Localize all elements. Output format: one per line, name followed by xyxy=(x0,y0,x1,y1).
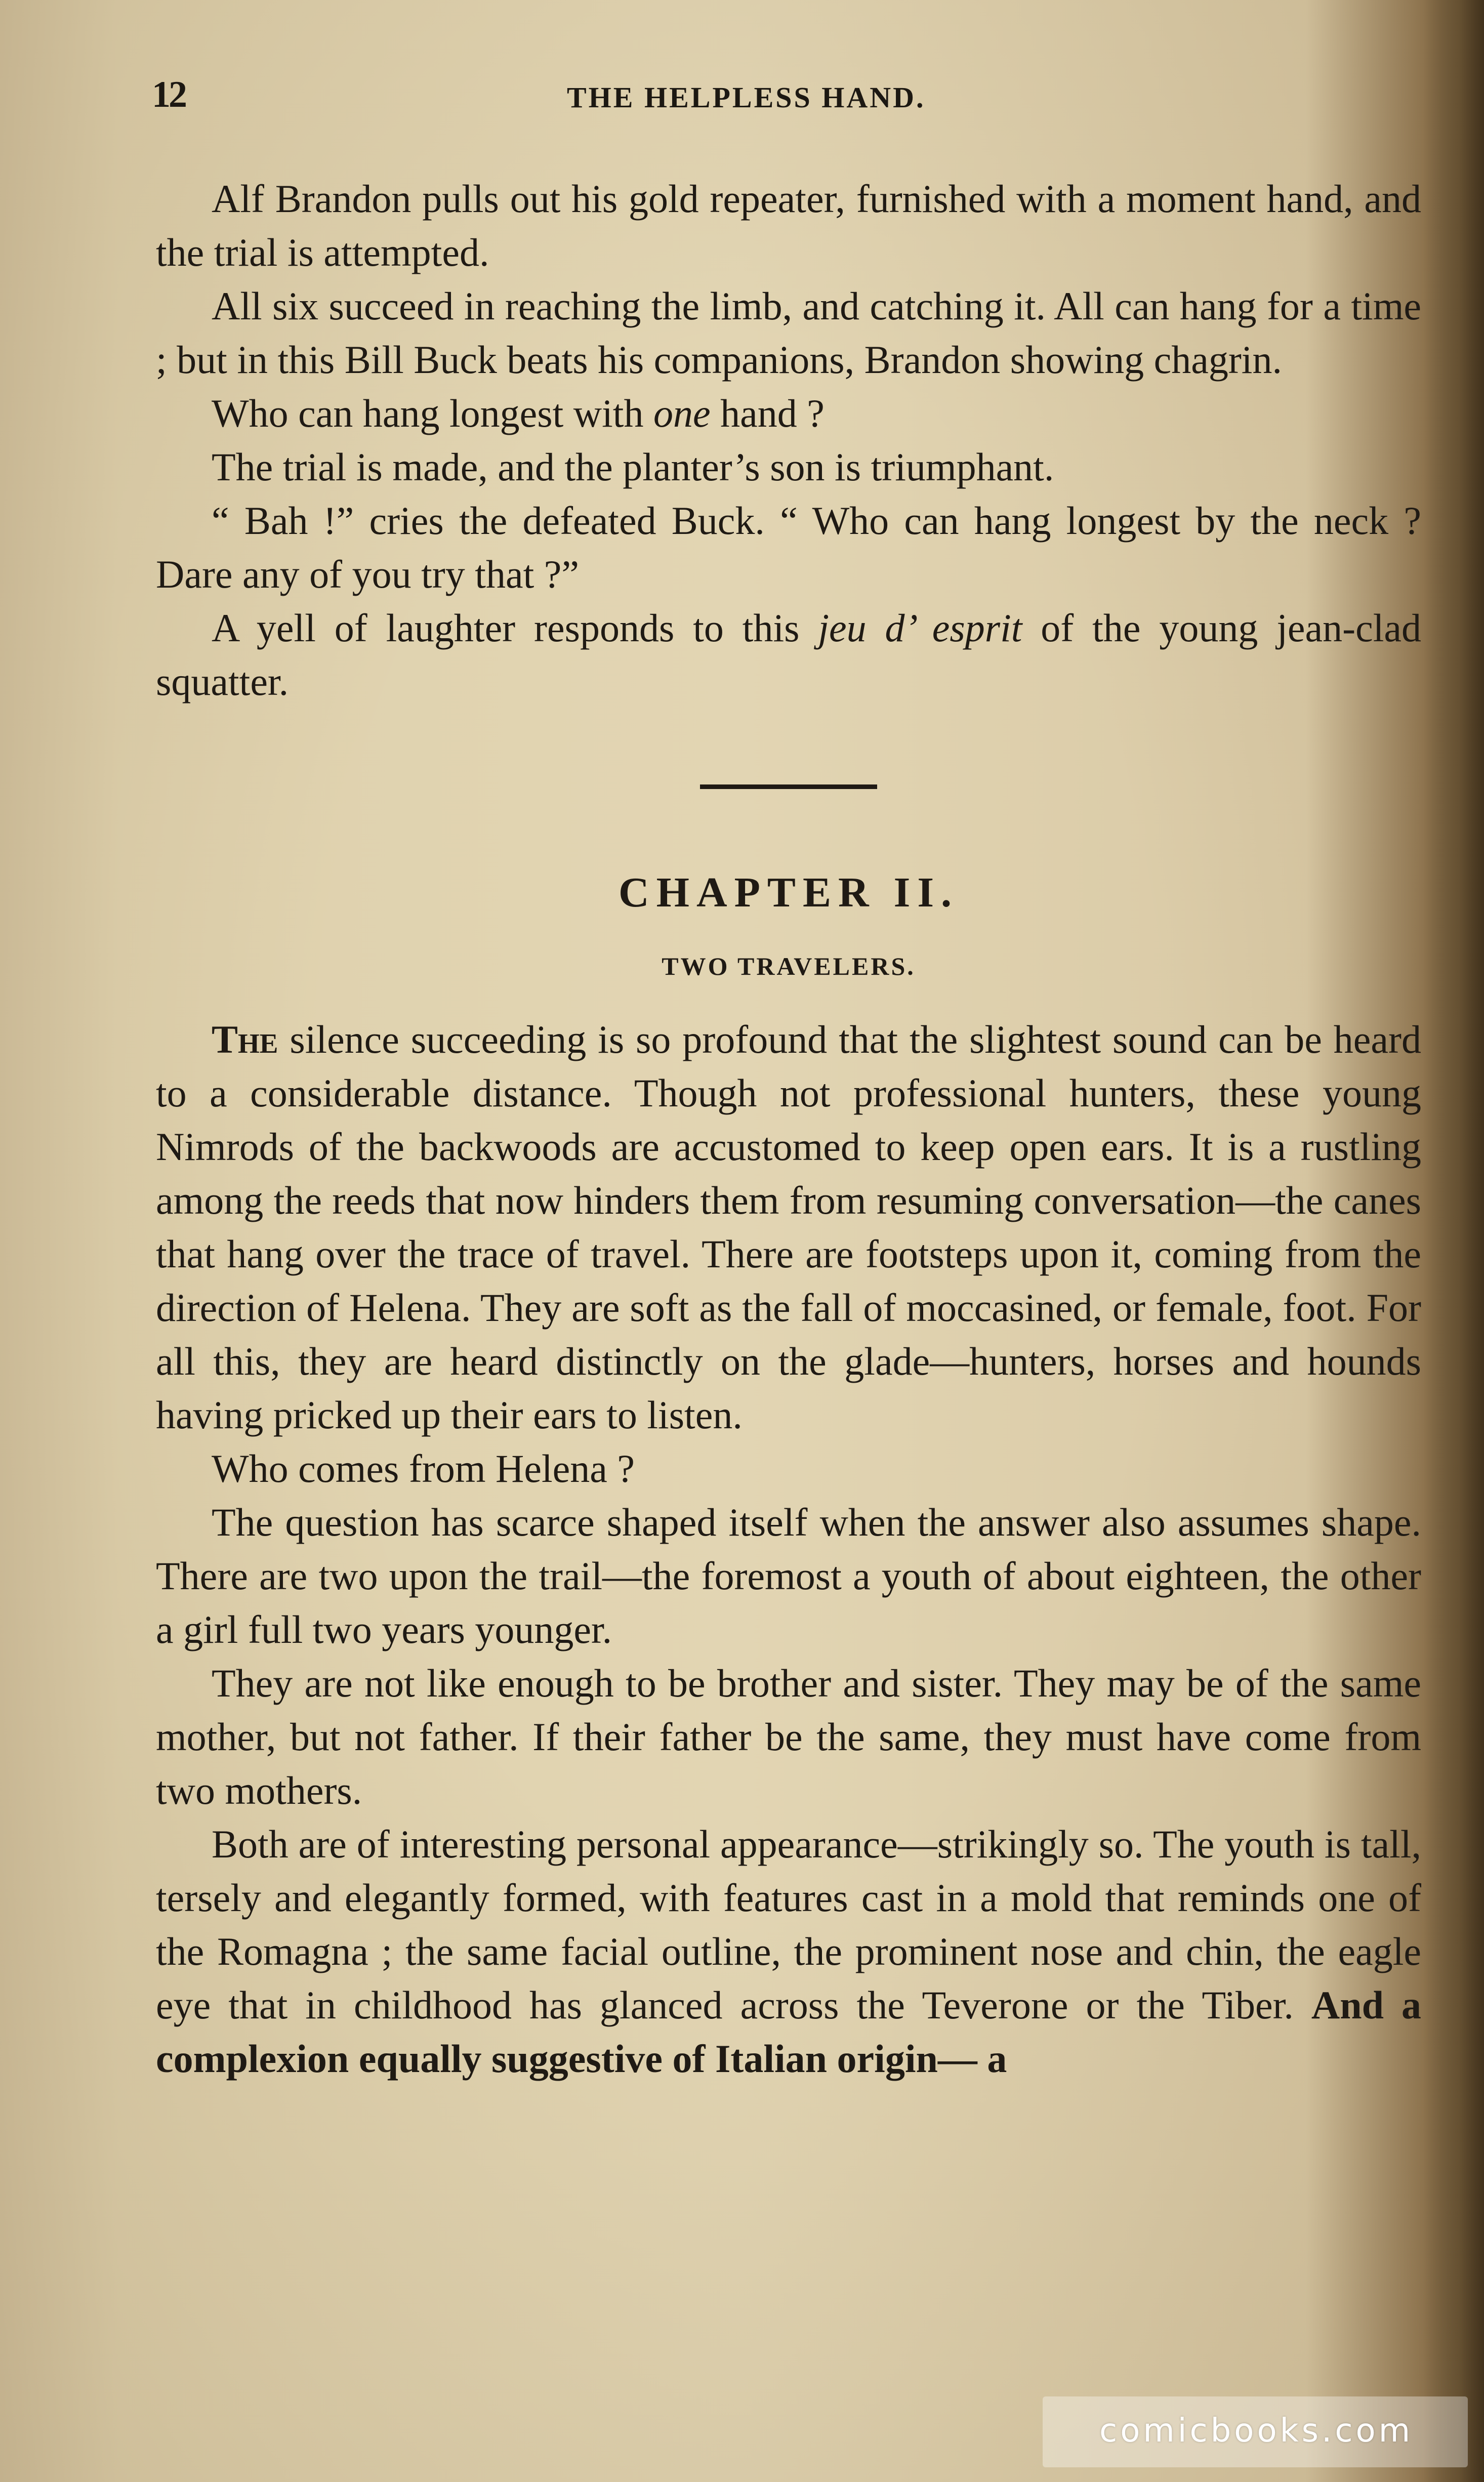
text-run: Both are of interesting personal appearance—strikingly so. The youth is tall, tersely and elegantly formed, with features cast in a mold that reminds one of the Romagna ; the same facial outline, the prominent nose and chin, the eagle eye that in childhood has glanced across the Teverone or the Tiber. xyxy=(156,1822,1421,2027)
paragraph: “ Bah !” cries the defeated Buck. “ Who can hang longest by the neck ? Dare any of you try that ?” xyxy=(156,499,1421,596)
paragraph xyxy=(156,1013,1421,1442)
paragraph: All six succeed in reaching the limb, and catching it. All can hang for a time ; but in this Bill Buck beats his companions, Brandon showing chagrin. xyxy=(156,284,1421,382)
paragraph: The trial is made, and the planter’s son is triumphant. xyxy=(212,445,1054,489)
running-head: THE HELPLESS HAND. xyxy=(567,81,926,114)
paragraph: The question has scarce shaped itself when the answer also assumes shape. There are two upon the trail—the foremost a youth of about eighteen, the other a girl full two years younger. xyxy=(156,1500,1421,1651)
text-run: hand ? xyxy=(710,391,825,435)
paragraph xyxy=(156,1817,1421,2086)
paragraph xyxy=(156,387,1421,440)
chapter-title: CHAPTER II. xyxy=(618,869,959,916)
page-spine-shadow xyxy=(1423,0,1484,2482)
text-run: silence succeeding is so profound that the slightest sound can be heard to a considerable distance. Though not professional hunters, these young Nimrods of the backwoods are accustomed to keep open ears. It is a rustling among the reeds that now hinders them from resuming conversation—the canes that hang over the trace of travel. There are footsteps upon it, coming from the direction of Helena. They are soft as the fall of moccasined, or female, foot. For all this, they are heard distinctly on the glade—hunters, horses and hounds having pricked up their ears to listen. xyxy=(156,1017,1421,1437)
text-run: Who can hang longest with xyxy=(212,391,653,435)
chapter-subtitle: TWO TRAVELERS. xyxy=(662,952,916,980)
italic-text: one xyxy=(653,391,711,435)
page-number: 12 xyxy=(152,74,185,115)
text-run: And a complexion equally suggestive of Italian origin— a xyxy=(156,1983,1422,2081)
italic-text: jeu d’ esprit xyxy=(818,606,1022,650)
paragraph: They are not like enough to be brother and sister. They may be of the same mother, but not father. If their father be the same, they must have come from two mothers. xyxy=(156,1661,1421,1812)
watermark: comicbooks.com xyxy=(1099,2412,1414,2450)
page-header xyxy=(152,73,1448,124)
paragraph: Who comes from Helena ? xyxy=(212,1446,635,1491)
opening-word: The xyxy=(212,1017,278,1061)
text-run: of the young jean-clad squatter. xyxy=(156,606,1422,704)
paragraph xyxy=(156,601,1421,709)
text-run: A yell of laughter responds to this xyxy=(212,606,818,650)
section-divider xyxy=(700,784,877,789)
body-text xyxy=(156,172,1421,2086)
paragraph: Alf Brandon pulls out his gold repeater, furnished with a moment hand, and the trial is attempted. xyxy=(156,177,1421,274)
